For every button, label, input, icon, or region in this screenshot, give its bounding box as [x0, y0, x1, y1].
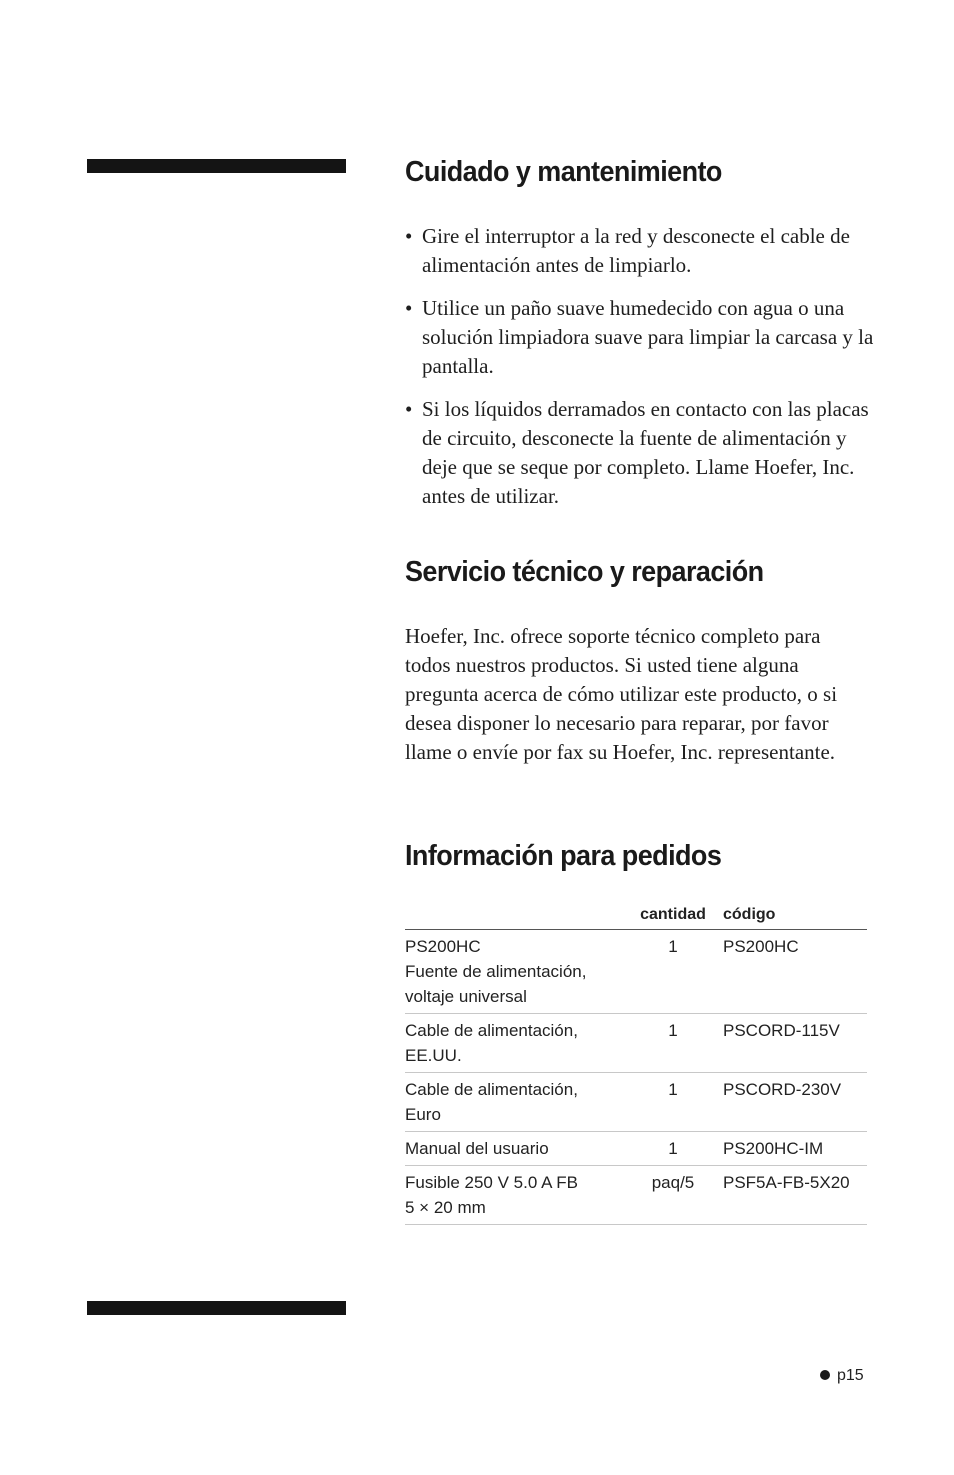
care-heading: Cuidado y mantenimiento — [405, 156, 722, 188]
product-name-line: Fusible 250 V 5.0 A FB — [405, 1173, 578, 1192]
product-code: PSCORD-230V — [723, 1073, 867, 1132]
product-qty: 1 — [623, 1073, 723, 1132]
page-marker-icon — [820, 1370, 830, 1380]
page-number: p15 — [837, 1367, 864, 1384]
product-name — [405, 1132, 623, 1166]
product-name-line: 5 × 20 mm — [405, 1198, 486, 1217]
product-qty: 1 — [623, 930, 723, 1014]
service-heading: Servicio técnico y reparación — [405, 556, 764, 588]
product-name-line: Cable de alimentación, — [405, 1021, 578, 1040]
product-name-line: Euro — [405, 1105, 441, 1124]
product-name-line: Fuente de alimentación, — [405, 962, 587, 981]
product-name-line: EE.UU. — [405, 1046, 462, 1065]
bullet-icon: • — [405, 296, 413, 320]
product-code: PS200HC — [723, 930, 867, 1014]
product-name-line: Cable de alimentación, — [405, 1080, 578, 1099]
product-code: PSCORD-115V — [723, 1014, 867, 1073]
header-code: código — [723, 902, 867, 930]
header-name — [405, 902, 623, 930]
product-code: PS200HC-IM — [723, 1132, 867, 1166]
service-paragraph: Hoefer, Inc. ofrece soporte técnico completo para todos nuestros productos. Si usted tiene alguna pregunta acerca de cómo utilizar este producto, o si desea disponer lo necesario para reparar, por favor llame o envíe por fax su Hoefer, Inc. representante. — [405, 624, 838, 764]
top-rule — [87, 159, 346, 173]
ordering-table — [405, 902, 867, 1225]
care-item — [405, 294, 875, 381]
table-row — [405, 1132, 867, 1166]
header-qty: cantidad — [623, 902, 723, 930]
product-name — [405, 1014, 623, 1073]
product-qty: 1 — [623, 1014, 723, 1073]
product-code: PSF5A-FB-5X20 — [723, 1166, 867, 1225]
bullet-icon: • — [405, 397, 413, 421]
product-name-line: Manual del usuario — [405, 1139, 549, 1158]
product-qty: paq/5 — [623, 1166, 723, 1225]
product-name-line: voltaje universal — [405, 987, 527, 1006]
product-name — [405, 1073, 623, 1132]
table-header-row — [405, 902, 867, 930]
table-row — [405, 1014, 867, 1073]
care-list — [405, 222, 875, 525]
product-qty: 1 — [623, 1132, 723, 1166]
bottom-rule — [87, 1301, 346, 1315]
table-row — [405, 930, 867, 1014]
care-item — [405, 395, 875, 511]
product-name — [405, 930, 623, 1014]
care-item-text: Gire el interruptor a la red y desconecte el cable de alimentación antes de limpiarlo. — [422, 224, 850, 277]
care-item-text: Utilice un paño suave humedecido con agua o una solución limpiadora suave para limpiar la carcasa y la pantalla. — [422, 296, 874, 378]
care-item — [405, 222, 875, 280]
bullet-icon: • — [405, 224, 413, 248]
page-footer — [820, 1367, 864, 1385]
ordering-heading: Información para pedidos — [405, 840, 722, 872]
care-item-text: Si los líquidos derramados en contacto con las placas de circuito, desconecte la fuente de alimentación y deje que se seque por completo. Llame Hoefer, Inc. antes de utilizar. — [422, 397, 869, 508]
product-name — [405, 1166, 623, 1225]
table-row — [405, 1166, 867, 1225]
product-name-line: PS200HC — [405, 937, 481, 956]
table-row — [405, 1073, 867, 1132]
